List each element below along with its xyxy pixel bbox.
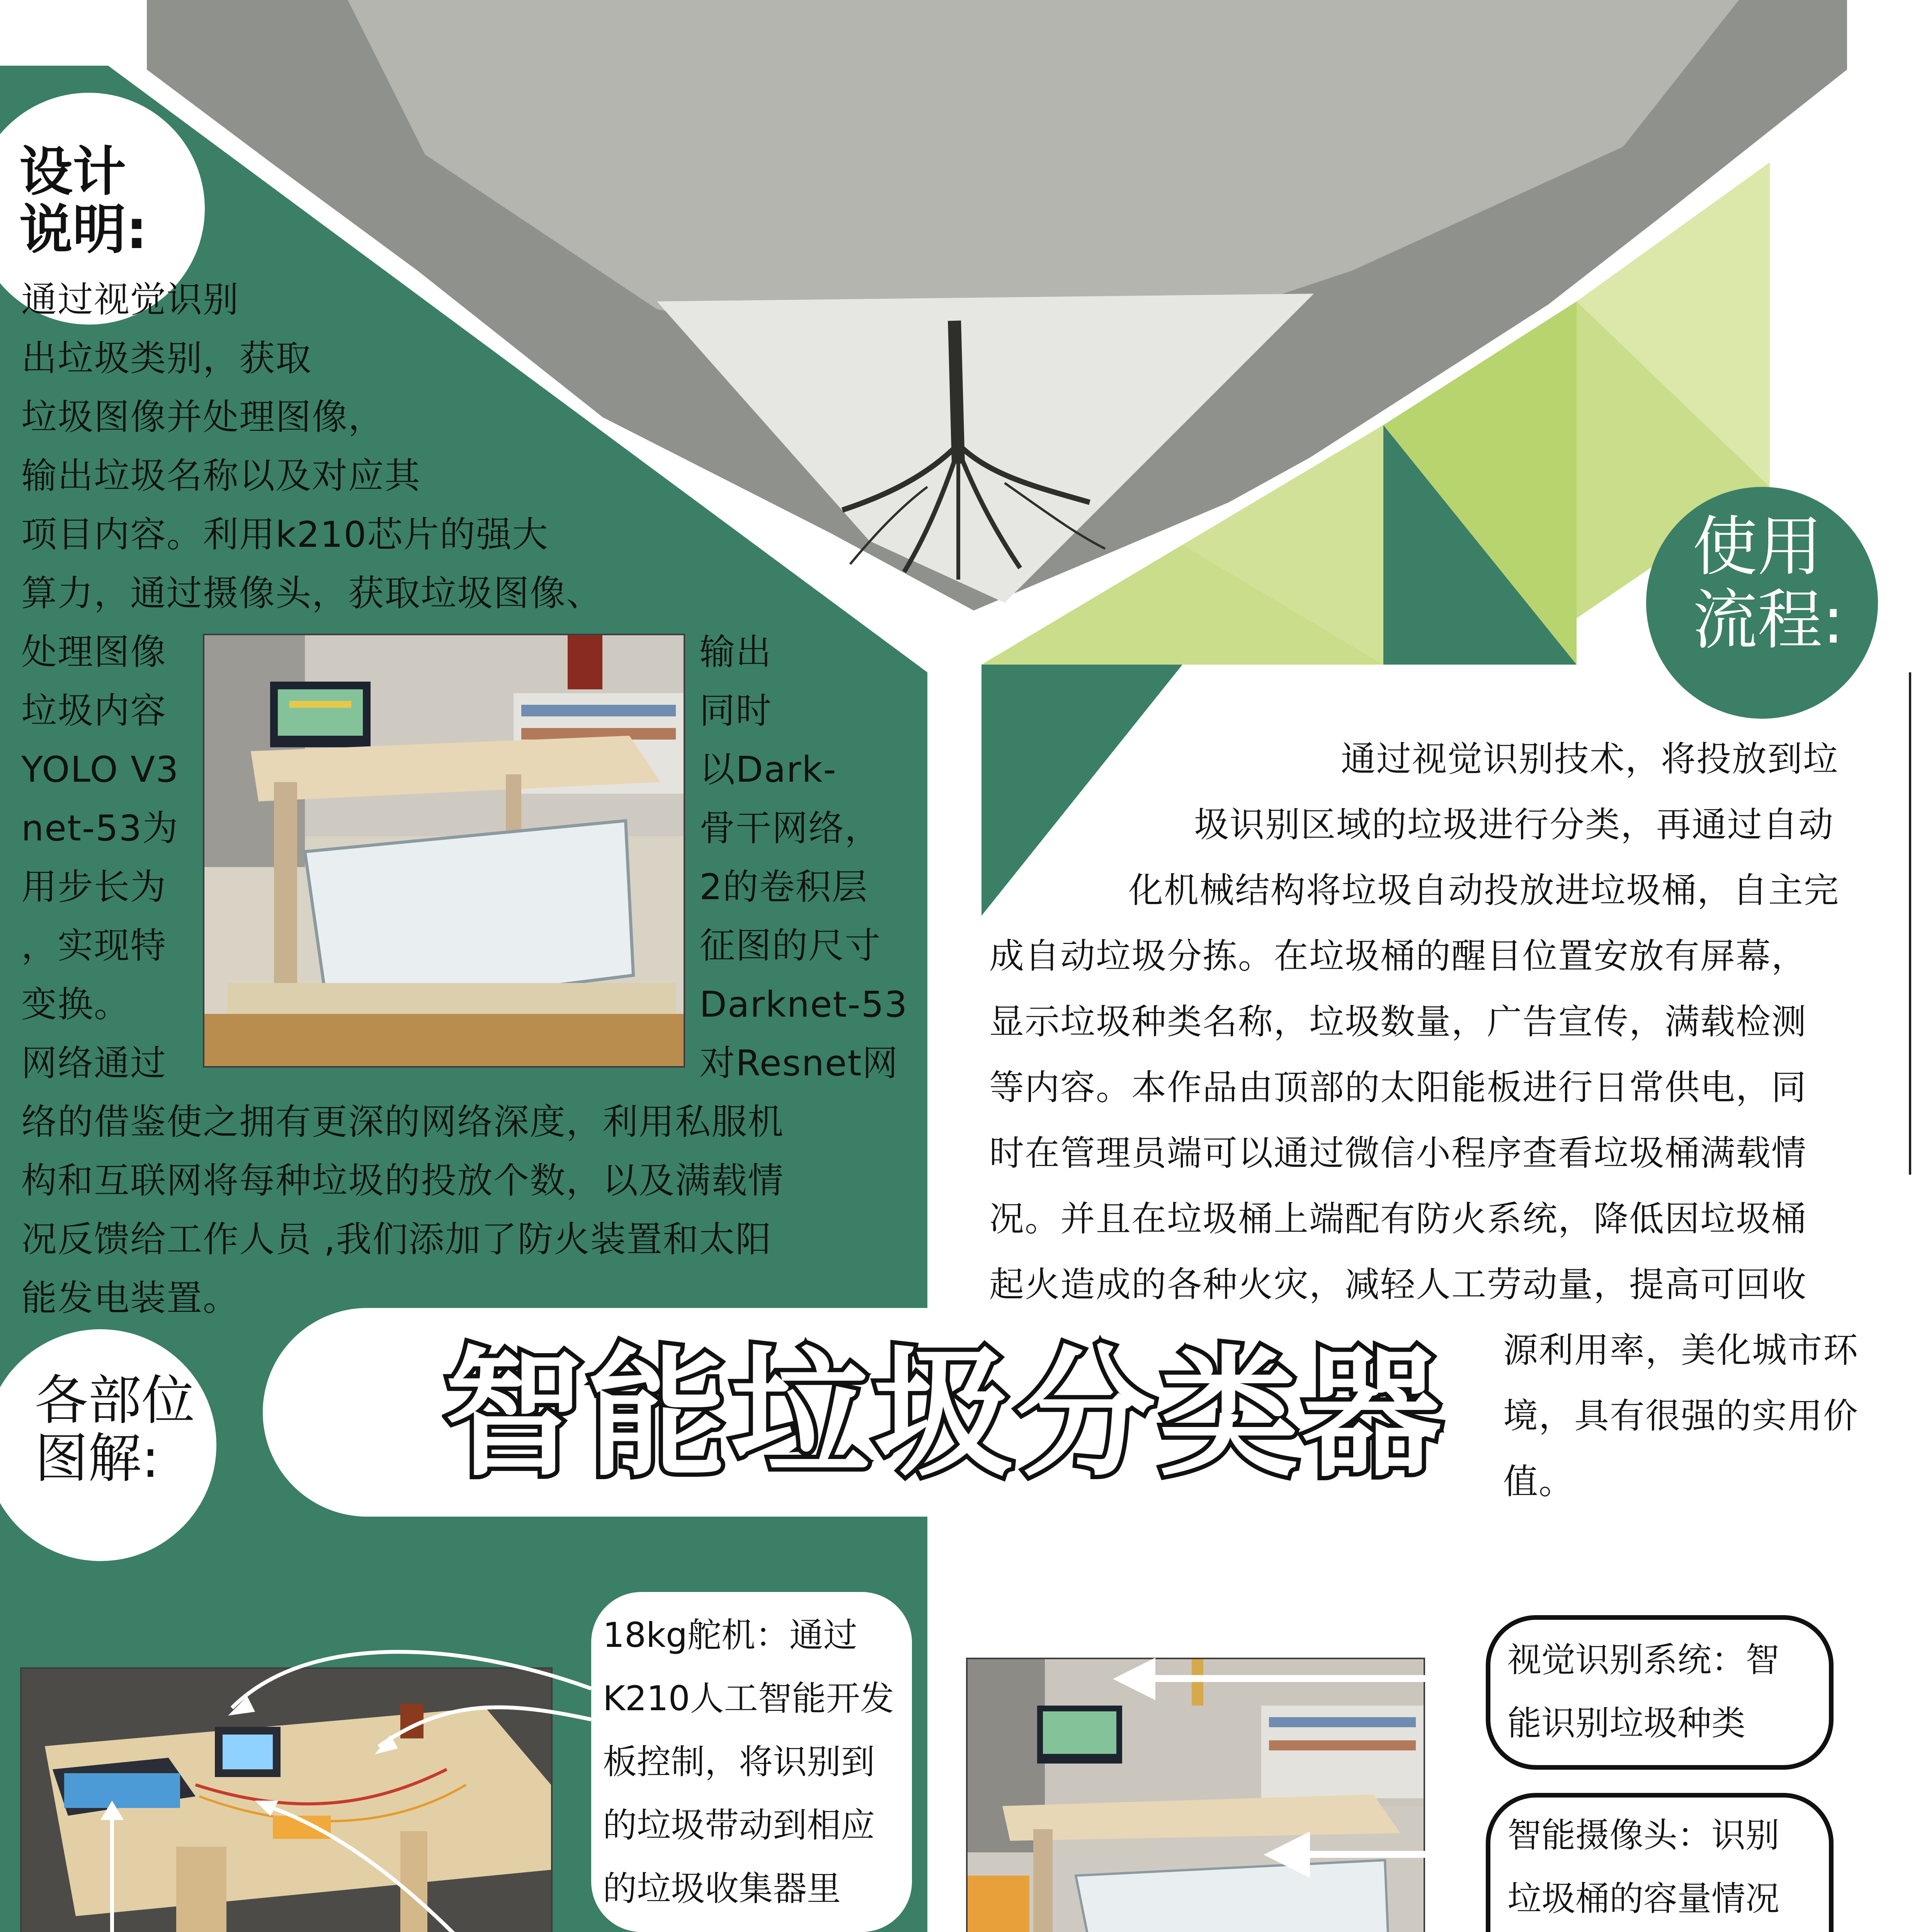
design-line: 出垃圾类别，获取 <box>21 338 312 379</box>
design-line: net-53为 <box>21 808 179 849</box>
design-line: 征图的尺寸 <box>699 925 881 966</box>
design-line: 同时 <box>699 690 772 731</box>
usage-line: 境，具有很强的实用价 <box>1503 1396 1859 1436</box>
design-heading-line2: 说明: <box>19 199 148 261</box>
device-photo-1 <box>203 634 685 1068</box>
usage-line: 显示垃圾种类名称，垃圾数量，广告宣传，满载检测 <box>989 1002 1807 1042</box>
design-line: 算力，通过摄像头，获取垃圾图像、 <box>21 573 603 614</box>
design-heading-line1: 设计 <box>19 141 126 203</box>
usage-line: 通过视觉识别技术，将投放到垃 <box>1341 739 1839 779</box>
annotation-servo18 <box>591 1592 912 1932</box>
usage-line: 时在管理员端可以通过微信小程序查看垃圾桶满载情 <box>989 1133 1807 1173</box>
annotation-line: 的垃圾带动到相应 <box>603 1805 875 1845</box>
annotation-line: 的垃圾收集器里 <box>603 1869 841 1908</box>
design-line: 况反馈给工作人员 ,我们添加了防火装置和太阳 <box>21 1219 772 1260</box>
parts-heading <box>35 1369 195 1490</box>
usage-line: 值。 <box>1503 1461 1574 1502</box>
design-line: 骨干网络， <box>699 808 881 849</box>
design-line: 垃圾内容 <box>21 690 167 731</box>
design-line: 构和互联网将每种垃圾的投放个数，以及满载情 <box>21 1160 784 1201</box>
design-line: 网络通过 <box>21 1043 167 1084</box>
arrow-vision <box>1128 1675 1437 1682</box>
design-text-left <box>21 623 203 1093</box>
design-line: 输出垃圾名称以及对应其 <box>21 455 421 497</box>
device-photo-3 <box>966 1658 1425 1932</box>
design-line: ，实现特 <box>21 925 167 966</box>
design-line: 以Dark- <box>699 749 837 790</box>
usage-heading-line1: 使用 <box>1692 509 1822 585</box>
design-line: 处理图像 <box>21 631 167 673</box>
usage-line: 化机械结构将垃圾自动投放进垃圾桶，自主完 <box>1128 870 1839 911</box>
usage-line: 圾识别区域的垃圾进行分类，再通过自动 <box>1194 804 1834 845</box>
page-title: 智能垃圾分类器 <box>444 1333 1445 1495</box>
parts-heading-line1: 各部位 <box>35 1369 195 1432</box>
design-line: 对Resnet网 <box>699 1043 899 1084</box>
annotation-line: 视觉识别系统：智 <box>1507 1640 1780 1680</box>
design-text-top <box>21 270 910 623</box>
annotation-vision <box>1486 1615 1834 1770</box>
design-text-bottom <box>21 1093 929 1328</box>
annotation-line: 板控制，将识别到 <box>603 1742 875 1782</box>
annotation-line: 垃圾桶的容量情况 <box>1507 1879 1780 1918</box>
annotation-line: 智能摄像头：识别 <box>1507 1815 1780 1855</box>
annotation-line: 能识别垃圾种类 <box>1507 1703 1746 1743</box>
design-line: 输出 <box>699 631 772 673</box>
design-line: 变换。 <box>21 984 131 1025</box>
parts-heading-line2: 图解: <box>35 1427 160 1490</box>
annotation-line: 18kg舵机：通过 <box>603 1615 857 1655</box>
usage-heading <box>1692 510 1844 657</box>
annotation-camera <box>1486 1793 1834 1932</box>
design-line: 2的卷积层 <box>699 866 868 908</box>
annotation-line <box>1507 1930 1829 1932</box>
design-line: 络的借鉴使之拥有更深的网络深度，利用私服机 <box>21 1101 784 1143</box>
usage-line: 起火造成的各种火灾，减轻人工劳动量，提高可回收 <box>989 1264 1807 1305</box>
annotation-line: K210人工智能开发 <box>603 1679 894 1718</box>
usage-heading-line2: 流程: <box>1692 582 1844 658</box>
usage-line: 况。并且在垃圾桶上端配有防火系统，降低因垃圾桶 <box>989 1199 1807 1239</box>
design-line: Darknet-53 <box>699 984 908 1025</box>
usage-line: 源利用率，美化城市环 <box>1503 1330 1859 1371</box>
usage-line: 成自动垃圾分拣。在垃圾桶的醒目位置安放有屏幕， <box>989 936 1807 976</box>
arrow-camera <box>1298 1851 1430 1858</box>
design-line: 通过视觉识别 <box>21 279 240 320</box>
arrow-vision-head <box>1113 1658 1155 1700</box>
design-line: 用步长为 <box>21 866 167 908</box>
usage-line: 等内容。本作品由顶部的太阳能板进行日常供电，同 <box>989 1067 1807 1108</box>
design-text-right <box>699 623 931 1093</box>
design-line: 能发电装置。 <box>21 1277 240 1319</box>
design-line: YOLO V3 <box>21 749 179 790</box>
design-heading <box>19 143 147 259</box>
arrow-camera-head <box>1264 1832 1310 1878</box>
design-line: 垃圾图像并处理图像， <box>21 396 385 438</box>
design-line: 项目内容。利用k210芯片的强大 <box>21 514 549 555</box>
